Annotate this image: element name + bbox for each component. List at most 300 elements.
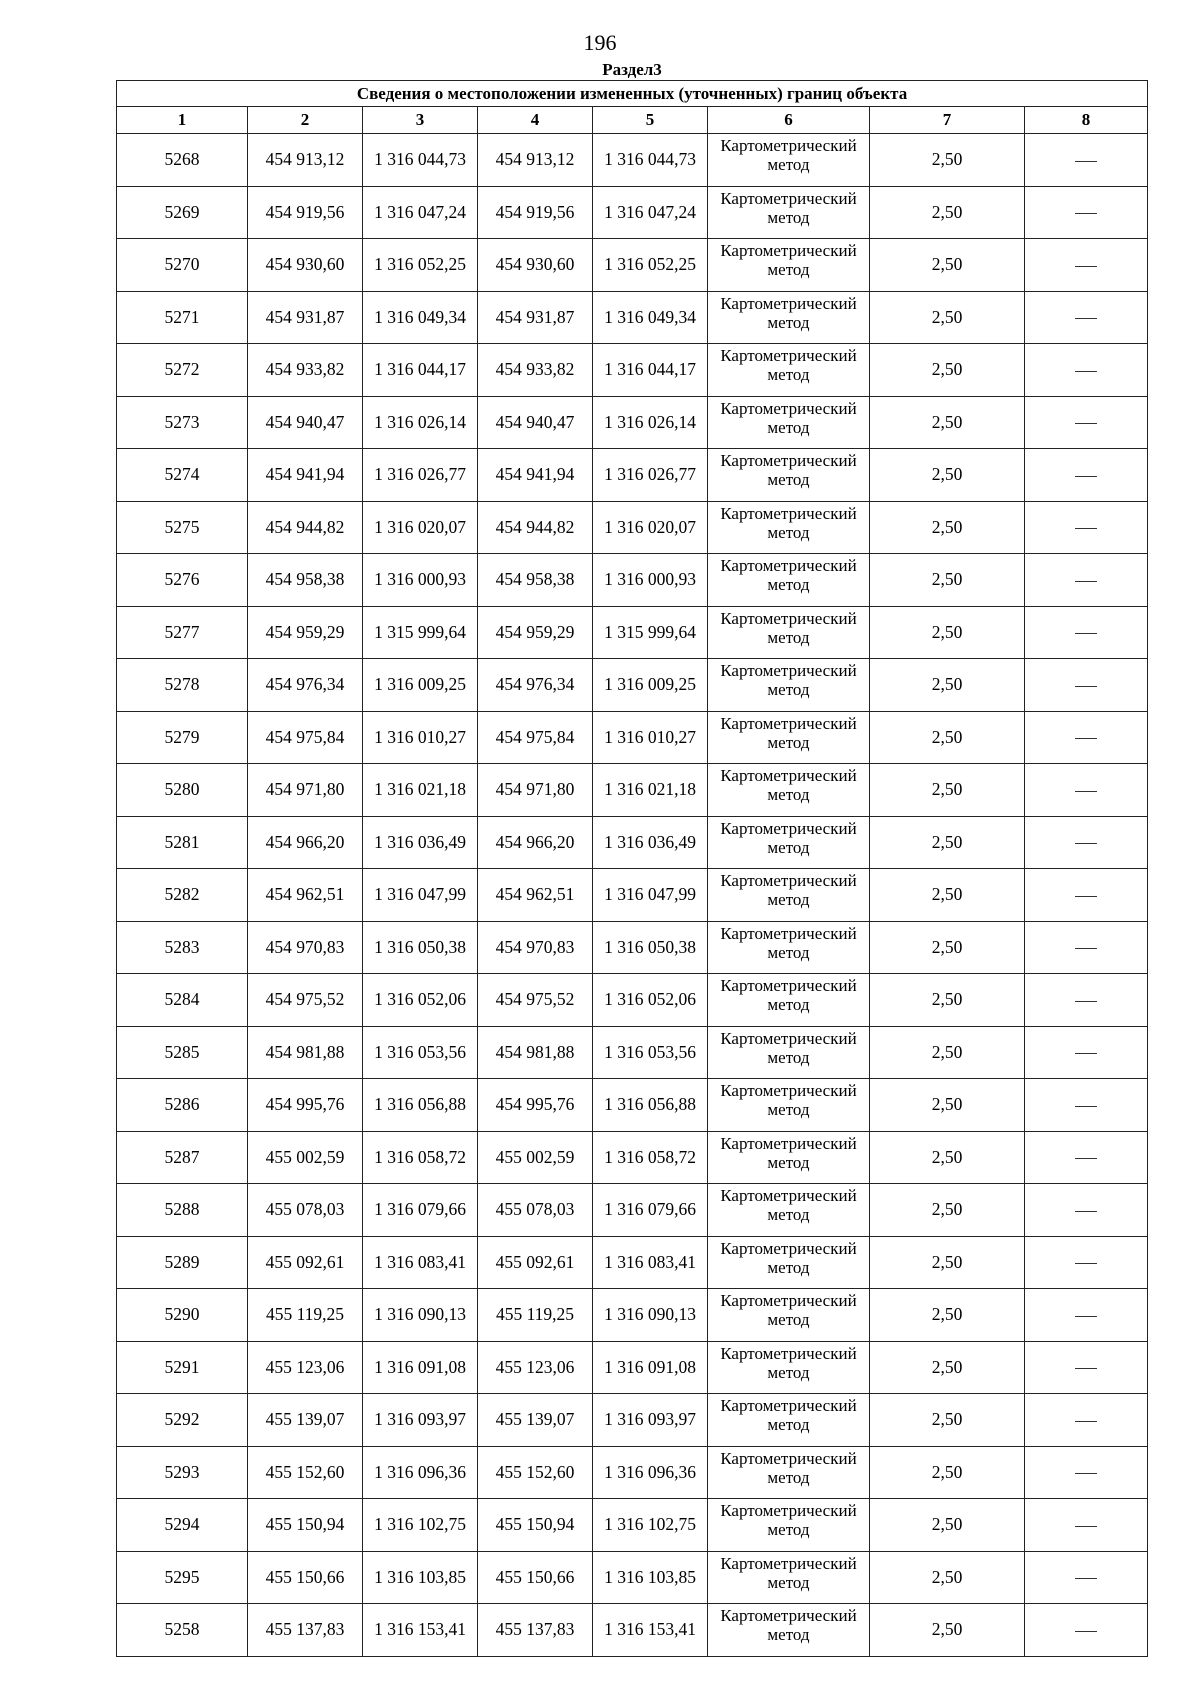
y-new-cell: 1 316 047,99	[593, 869, 708, 922]
dash-mark	[1075, 476, 1097, 477]
y-old-cell: 1 316 079,66	[363, 1184, 478, 1237]
method-cell: Картометрический метод	[708, 711, 870, 764]
column-number: 8	[1025, 107, 1148, 134]
y-old-cell: 1 316 010,27	[363, 711, 478, 764]
x-old-cell: 455 078,03	[248, 1184, 363, 1237]
accuracy-cell: 2,50	[870, 291, 1025, 344]
table-row	[117, 134, 1148, 187]
table-row	[117, 1551, 1148, 1604]
y-new-cell: 1 316 044,73	[593, 134, 708, 187]
point-number-cell: 5270	[117, 239, 248, 292]
dash-mark	[1075, 581, 1097, 582]
x-old-cell: 454 944,82	[248, 501, 363, 554]
accuracy-cell: 2,50	[870, 921, 1025, 974]
description-cell	[1025, 1394, 1148, 1447]
dash-mark	[1075, 686, 1097, 687]
description-cell	[1025, 1341, 1148, 1394]
dash-mark	[1075, 318, 1097, 319]
description-cell	[1025, 1604, 1148, 1657]
y-old-cell: 1 316 000,93	[363, 554, 478, 607]
dash-mark	[1075, 1526, 1097, 1527]
table-row	[117, 659, 1148, 712]
accuracy-cell: 2,50	[870, 1446, 1025, 1499]
y-new-cell: 1 316 026,14	[593, 396, 708, 449]
table-row	[117, 1079, 1148, 1132]
point-number-cell: 5274	[117, 449, 248, 502]
method-cell: Картометрический метод	[708, 344, 870, 397]
y-new-cell: 1 316 153,41	[593, 1604, 708, 1657]
column-number: 4	[478, 107, 593, 134]
description-cell	[1025, 1446, 1148, 1499]
y-old-cell: 1 316 153,41	[363, 1604, 478, 1657]
y-new-cell: 1 316 091,08	[593, 1341, 708, 1394]
x-new-cell: 454 975,52	[478, 974, 593, 1027]
x-old-cell: 455 002,59	[248, 1131, 363, 1184]
accuracy-cell: 2,50	[870, 1499, 1025, 1552]
x-old-cell: 455 092,61	[248, 1236, 363, 1289]
method-cell: Картометрический метод	[708, 501, 870, 554]
point-number-cell: 5287	[117, 1131, 248, 1184]
y-old-cell: 1 316 021,18	[363, 764, 478, 817]
accuracy-cell: 2,50	[870, 186, 1025, 239]
y-old-cell: 1 316 093,97	[363, 1394, 478, 1447]
accuracy-cell: 2,50	[870, 1394, 1025, 1447]
table-row	[117, 921, 1148, 974]
table-row	[117, 449, 1148, 502]
method-cell: Картометрический метод	[708, 1236, 870, 1289]
accuracy-cell: 2,50	[870, 869, 1025, 922]
table-row	[117, 869, 1148, 922]
x-old-cell: 454 933,82	[248, 344, 363, 397]
x-old-cell: 455 119,25	[248, 1289, 363, 1342]
accuracy-cell: 2,50	[870, 239, 1025, 292]
point-number-cell: 5278	[117, 659, 248, 712]
x-old-cell: 454 958,38	[248, 554, 363, 607]
y-new-cell: 1 316 052,06	[593, 974, 708, 1027]
accuracy-cell: 2,50	[870, 1341, 1025, 1394]
y-new-cell: 1 316 044,17	[593, 344, 708, 397]
y-new-cell: 1 316 053,56	[593, 1026, 708, 1079]
x-new-cell: 455 123,06	[478, 1341, 593, 1394]
x-old-cell: 454 966,20	[248, 816, 363, 869]
y-new-cell: 1 316 103,85	[593, 1551, 708, 1604]
accuracy-cell: 2,50	[870, 1236, 1025, 1289]
table-row	[117, 186, 1148, 239]
accuracy-cell: 2,50	[870, 344, 1025, 397]
method-cell: Картометрический метод	[708, 1131, 870, 1184]
x-old-cell: 454 975,84	[248, 711, 363, 764]
description-cell	[1025, 449, 1148, 502]
x-new-cell: 454 930,60	[478, 239, 593, 292]
y-new-cell: 1 316 010,27	[593, 711, 708, 764]
description-cell	[1025, 921, 1148, 974]
table-row	[117, 1289, 1148, 1342]
x-old-cell: 455 139,07	[248, 1394, 363, 1447]
point-number-cell: 5279	[117, 711, 248, 764]
description-cell	[1025, 974, 1148, 1027]
description-cell	[1025, 1184, 1148, 1237]
y-old-cell: 1 316 009,25	[363, 659, 478, 712]
method-cell: Картометрический метод	[708, 816, 870, 869]
y-old-cell: 1 316 026,14	[363, 396, 478, 449]
dash-mark	[1075, 1421, 1097, 1422]
method-cell: Картометрический метод	[708, 659, 870, 712]
x-old-cell: 454 959,29	[248, 606, 363, 659]
y-new-cell: 1 316 026,77	[593, 449, 708, 502]
table-row	[117, 764, 1148, 817]
y-new-cell: 1 316 056,88	[593, 1079, 708, 1132]
x-old-cell: 454 970,83	[248, 921, 363, 974]
method-cell: Картометрический метод	[708, 291, 870, 344]
y-old-cell: 1 315 999,64	[363, 606, 478, 659]
y-new-cell: 1 316 049,34	[593, 291, 708, 344]
x-new-cell: 454 944,82	[478, 501, 593, 554]
x-new-cell: 455 137,83	[478, 1604, 593, 1657]
y-old-cell: 1 316 053,56	[363, 1026, 478, 1079]
accuracy-cell: 2,50	[870, 1551, 1025, 1604]
description-cell	[1025, 711, 1148, 764]
y-old-cell: 1 316 103,85	[363, 1551, 478, 1604]
description-cell	[1025, 1551, 1148, 1604]
table-row	[117, 1394, 1148, 1447]
y-new-cell: 1 316 090,13	[593, 1289, 708, 1342]
table-row	[117, 1604, 1148, 1657]
point-number-cell: 5282	[117, 869, 248, 922]
x-old-cell: 454 940,47	[248, 396, 363, 449]
x-new-cell: 455 139,07	[478, 1394, 593, 1447]
table-row	[117, 1236, 1148, 1289]
y-old-cell: 1 316 050,38	[363, 921, 478, 974]
method-cell: Картометрический метод	[708, 764, 870, 817]
method-cell: Картометрический метод	[708, 1551, 870, 1604]
x-old-cell: 454 971,80	[248, 764, 363, 817]
point-number-cell: 5268	[117, 134, 248, 187]
y-new-cell: 1 316 102,75	[593, 1499, 708, 1552]
x-new-cell: 454 962,51	[478, 869, 593, 922]
dash-mark	[1075, 1001, 1097, 1002]
x-new-cell: 454 995,76	[478, 1079, 593, 1132]
x-old-cell: 454 975,52	[248, 974, 363, 1027]
dash-mark	[1075, 1211, 1097, 1212]
y-new-cell: 1 316 009,25	[593, 659, 708, 712]
table-row	[117, 291, 1148, 344]
method-cell: Картометрический метод	[708, 1289, 870, 1342]
accuracy-cell: 2,50	[870, 816, 1025, 869]
accuracy-cell: 2,50	[870, 1604, 1025, 1657]
dash-mark	[1075, 1263, 1097, 1264]
y-new-cell: 1 315 999,64	[593, 606, 708, 659]
y-old-cell: 1 316 036,49	[363, 816, 478, 869]
dash-mark	[1075, 161, 1097, 162]
x-new-cell: 454 971,80	[478, 764, 593, 817]
y-new-cell: 1 316 050,38	[593, 921, 708, 974]
description-cell	[1025, 869, 1148, 922]
x-new-cell: 454 981,88	[478, 1026, 593, 1079]
method-cell: Картометрический метод	[708, 974, 870, 1027]
accuracy-cell: 2,50	[870, 659, 1025, 712]
point-number-cell: 5293	[117, 1446, 248, 1499]
y-old-cell: 1 316 049,34	[363, 291, 478, 344]
method-cell: Картометрический метод	[708, 1394, 870, 1447]
method-cell: Картометрический метод	[708, 239, 870, 292]
y-new-cell: 1 316 020,07	[593, 501, 708, 554]
y-old-cell: 1 316 091,08	[363, 1341, 478, 1394]
x-new-cell: 454 941,94	[478, 449, 593, 502]
y-new-cell: 1 316 093,97	[593, 1394, 708, 1447]
y-new-cell: 1 316 047,24	[593, 186, 708, 239]
table-row	[117, 396, 1148, 449]
x-new-cell: 454 940,47	[478, 396, 593, 449]
point-number-cell: 5291	[117, 1341, 248, 1394]
x-old-cell: 454 913,12	[248, 134, 363, 187]
x-new-cell: 454 975,84	[478, 711, 593, 764]
y-new-cell: 1 316 036,49	[593, 816, 708, 869]
x-new-cell: 455 150,94	[478, 1499, 593, 1552]
column-number: 5	[593, 107, 708, 134]
x-new-cell: 454 958,38	[478, 554, 593, 607]
x-old-cell: 454 995,76	[248, 1079, 363, 1132]
point-number-cell: 5286	[117, 1079, 248, 1132]
table-row	[117, 606, 1148, 659]
accuracy-cell: 2,50	[870, 1131, 1025, 1184]
table-row	[117, 1499, 1148, 1552]
table-row	[117, 501, 1148, 554]
x-old-cell: 454 931,87	[248, 291, 363, 344]
x-old-cell: 455 137,83	[248, 1604, 363, 1657]
column-number: 6	[708, 107, 870, 134]
y-old-cell: 1 316 090,13	[363, 1289, 478, 1342]
dash-mark	[1075, 371, 1097, 372]
y-new-cell: 1 316 096,36	[593, 1446, 708, 1499]
accuracy-cell: 2,50	[870, 1289, 1025, 1342]
dash-mark	[1075, 896, 1097, 897]
column-number: 3	[363, 107, 478, 134]
table-row	[117, 974, 1148, 1027]
point-number-cell: 5288	[117, 1184, 248, 1237]
description-cell	[1025, 344, 1148, 397]
method-cell: Картометрический метод	[708, 1341, 870, 1394]
accuracy-cell: 2,50	[870, 449, 1025, 502]
y-old-cell: 1 316 052,25	[363, 239, 478, 292]
method-cell: Картометрический метод	[708, 1026, 870, 1079]
x-old-cell: 454 976,34	[248, 659, 363, 712]
x-old-cell: 454 919,56	[248, 186, 363, 239]
accuracy-cell: 2,50	[870, 134, 1025, 187]
method-cell: Картометрический метод	[708, 869, 870, 922]
description-cell	[1025, 764, 1148, 817]
y-old-cell: 1 316 044,73	[363, 134, 478, 187]
y-new-cell: 1 316 000,93	[593, 554, 708, 607]
dash-mark	[1075, 1106, 1097, 1107]
column-number: 2	[248, 107, 363, 134]
dash-mark	[1075, 213, 1097, 214]
y-old-cell: 1 316 056,88	[363, 1079, 478, 1132]
x-new-cell: 455 092,61	[478, 1236, 593, 1289]
dash-mark	[1075, 528, 1097, 529]
coordinates-table	[116, 80, 1148, 1657]
point-number-cell: 5277	[117, 606, 248, 659]
y-old-cell: 1 316 020,07	[363, 501, 478, 554]
x-old-cell: 454 962,51	[248, 869, 363, 922]
dash-mark	[1075, 1578, 1097, 1579]
dash-mark	[1075, 738, 1097, 739]
y-old-cell: 1 316 047,24	[363, 186, 478, 239]
x-new-cell: 454 959,29	[478, 606, 593, 659]
description-cell	[1025, 291, 1148, 344]
y-old-cell: 1 316 083,41	[363, 1236, 478, 1289]
y-new-cell: 1 316 058,72	[593, 1131, 708, 1184]
dash-mark	[1075, 1158, 1097, 1159]
method-cell: Картометрический метод	[708, 134, 870, 187]
x-new-cell: 454 933,82	[478, 344, 593, 397]
x-new-cell: 454 919,56	[478, 186, 593, 239]
x-old-cell: 455 150,66	[248, 1551, 363, 1604]
dash-mark	[1075, 948, 1097, 949]
x-new-cell: 455 152,60	[478, 1446, 593, 1499]
x-old-cell: 454 930,60	[248, 239, 363, 292]
x-old-cell: 455 123,06	[248, 1341, 363, 1394]
accuracy-cell: 2,50	[870, 1079, 1025, 1132]
x-old-cell: 454 941,94	[248, 449, 363, 502]
description-cell	[1025, 1499, 1148, 1552]
point-number-cell: 5280	[117, 764, 248, 817]
description-cell	[1025, 1289, 1148, 1342]
x-new-cell: 455 119,25	[478, 1289, 593, 1342]
method-cell: Картометрический метод	[708, 449, 870, 502]
method-cell: Картометрический метод	[708, 554, 870, 607]
x-new-cell: 455 078,03	[478, 1184, 593, 1237]
description-cell	[1025, 1026, 1148, 1079]
y-old-cell: 1 316 047,99	[363, 869, 478, 922]
accuracy-cell: 2,50	[870, 1184, 1025, 1237]
section-title: Раздел3	[602, 60, 662, 79]
method-cell: Картометрический метод	[708, 1499, 870, 1552]
description-cell	[1025, 554, 1148, 607]
description-cell	[1025, 659, 1148, 712]
point-number-cell: 5273	[117, 396, 248, 449]
description-cell	[1025, 134, 1148, 187]
x-new-cell: 454 913,12	[478, 134, 593, 187]
dash-mark	[1075, 1473, 1097, 1474]
description-cell	[1025, 606, 1148, 659]
method-cell: Картометрический метод	[708, 921, 870, 974]
page-number: 196	[583, 30, 617, 55]
point-number-cell: 5275	[117, 501, 248, 554]
y-old-cell: 1 316 096,36	[363, 1446, 478, 1499]
x-old-cell: 455 150,94	[248, 1499, 363, 1552]
dash-mark	[1075, 633, 1097, 634]
dash-mark	[1075, 423, 1097, 424]
table-row	[117, 1341, 1148, 1394]
accuracy-cell: 2,50	[870, 711, 1025, 764]
description-cell	[1025, 396, 1148, 449]
point-number-cell: 5258	[117, 1604, 248, 1657]
x-old-cell: 454 981,88	[248, 1026, 363, 1079]
y-old-cell: 1 316 052,06	[363, 974, 478, 1027]
point-number-cell: 5281	[117, 816, 248, 869]
method-cell: Картометрический метод	[708, 1446, 870, 1499]
method-cell: Картометрический метод	[708, 1604, 870, 1657]
y-new-cell: 1 316 083,41	[593, 1236, 708, 1289]
y-old-cell: 1 316 026,77	[363, 449, 478, 502]
method-cell: Картометрический метод	[708, 1184, 870, 1237]
dash-mark	[1075, 1631, 1097, 1632]
point-number-cell: 5272	[117, 344, 248, 397]
method-cell: Картометрический метод	[708, 1079, 870, 1132]
table-row	[117, 1131, 1148, 1184]
point-number-cell: 5284	[117, 974, 248, 1027]
accuracy-cell: 2,50	[870, 396, 1025, 449]
point-number-cell: 5276	[117, 554, 248, 607]
table-row	[117, 1026, 1148, 1079]
point-number-cell: 5294	[117, 1499, 248, 1552]
accuracy-cell: 2,50	[870, 554, 1025, 607]
point-number-cell: 5289	[117, 1236, 248, 1289]
y-new-cell: 1 316 052,25	[593, 239, 708, 292]
x-new-cell: 455 002,59	[478, 1131, 593, 1184]
point-number-cell: 5271	[117, 291, 248, 344]
x-new-cell: 454 966,20	[478, 816, 593, 869]
description-cell	[1025, 186, 1148, 239]
dash-mark	[1075, 791, 1097, 792]
y-new-cell: 1 316 021,18	[593, 764, 708, 817]
accuracy-cell: 2,50	[870, 501, 1025, 554]
column-number: 1	[117, 107, 248, 134]
x-new-cell: 454 931,87	[478, 291, 593, 344]
method-cell: Картометрический метод	[708, 186, 870, 239]
method-cell: Картометрический метод	[708, 396, 870, 449]
column-number: 7	[870, 107, 1025, 134]
table-body	[117, 134, 1148, 1657]
x-new-cell: 454 970,83	[478, 921, 593, 974]
x-new-cell: 455 150,66	[478, 1551, 593, 1604]
description-cell	[1025, 1236, 1148, 1289]
x-new-cell: 454 976,34	[478, 659, 593, 712]
dash-mark	[1075, 1053, 1097, 1054]
table-caption: Сведения о местоположении измененных (уточненных) границ объекта	[117, 81, 1148, 107]
description-cell	[1025, 1079, 1148, 1132]
x-old-cell: 455 152,60	[248, 1446, 363, 1499]
table-row	[117, 1184, 1148, 1237]
point-number-cell: 5285	[117, 1026, 248, 1079]
description-cell	[1025, 239, 1148, 292]
y-old-cell: 1 316 102,75	[363, 1499, 478, 1552]
column-number-row	[117, 107, 1148, 134]
table-caption-row	[117, 81, 1148, 107]
description-cell	[1025, 816, 1148, 869]
table-row	[117, 239, 1148, 292]
table-row	[117, 344, 1148, 397]
description-cell	[1025, 501, 1148, 554]
y-old-cell: 1 316 044,17	[363, 344, 478, 397]
accuracy-cell: 2,50	[870, 606, 1025, 659]
point-number-cell: 5292	[117, 1394, 248, 1447]
table-row	[117, 711, 1148, 764]
dash-mark	[1075, 1316, 1097, 1317]
accuracy-cell: 2,50	[870, 764, 1025, 817]
table-row	[117, 1446, 1148, 1499]
point-number-cell: 5283	[117, 921, 248, 974]
description-cell	[1025, 1131, 1148, 1184]
dash-mark	[1075, 266, 1097, 267]
method-cell: Картометрический метод	[708, 606, 870, 659]
y-new-cell: 1 316 079,66	[593, 1184, 708, 1237]
point-number-cell: 5290	[117, 1289, 248, 1342]
table-row	[117, 554, 1148, 607]
dash-mark	[1075, 1368, 1097, 1369]
y-old-cell: 1 316 058,72	[363, 1131, 478, 1184]
point-number-cell: 5295	[117, 1551, 248, 1604]
